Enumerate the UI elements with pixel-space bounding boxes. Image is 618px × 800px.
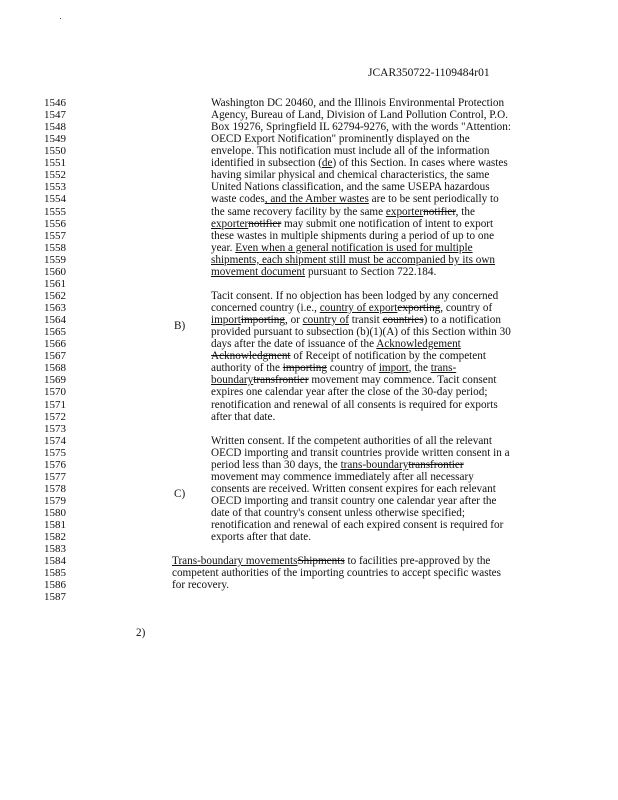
inserted-text: movement document [211,265,306,278]
line-number: 1553 [44,181,66,194]
text-run: transit [349,314,383,327]
document-id-header: JCAR350722-1109484r01 [368,67,490,79]
text-line [211,374,496,386]
text-line [211,109,508,121]
deleted-text: notifier [423,205,456,218]
text-run: for recovery. [172,579,230,592]
deleted-text: Shipments [297,555,345,568]
text-line [211,290,498,302]
line-number: 1584 [44,555,66,568]
text-line [211,181,490,193]
line-number: 1560 [44,265,66,278]
text-run: ) to a notification [423,314,501,327]
line-number: 1566 [44,338,66,351]
line-number: 1548 [44,121,66,134]
line-number: 1549 [44,133,66,146]
text-run: Box 19276, Springfield IL 62794-9276, with the words "Attention: [211,121,511,134]
text-run: movement may commence immediately after all necessary [211,470,474,483]
text-line [211,133,470,145]
text-run: date of that country's consent unless otherwise specified; [211,507,465,520]
text-run: after that date. [211,410,276,423]
text-line [211,471,474,483]
text-line [172,555,490,567]
text-run: United Nations classification, and the same USEPA hazardous [211,181,490,194]
text-run: these wastes in multiple shipments during a period of up to one [211,229,495,242]
text-line [211,326,511,338]
text-line [211,350,486,362]
line-number: 1575 [44,446,66,459]
text-run: expires one calendar year after the close of the 30-day period; [211,386,488,399]
text-line [211,399,498,411]
text-line [211,145,490,157]
text-run: movement may commence. Tacit consent [308,374,497,387]
text-line [211,169,489,181]
line-number: 1546 [44,97,66,109]
inserted-text: boundary [211,374,254,387]
line-number: 1564 [44,314,66,327]
text-run: , country of [440,302,493,315]
inserted-text: country of export [319,302,398,315]
deleted-text: exporting [397,302,441,315]
text-line [211,97,504,109]
text-run: identified in subsection ( [211,157,322,170]
text-line [211,483,496,495]
line-number: 1577 [44,470,66,483]
text-line [211,435,492,447]
text-run: competent authorities of the importing countries to accept specific wastes [172,567,501,580]
line-number: 1552 [44,169,66,182]
line-number: 1571 [44,398,66,411]
text-run: exports after that date. [211,531,312,544]
line-number: 1569 [44,374,66,387]
line-number: 1547 [44,109,66,122]
line-number: 1572 [44,410,66,423]
text-line [211,206,475,218]
line-number: 1587 [44,591,66,604]
text-line [172,567,501,579]
line-number: 1562 [44,289,66,302]
line-number: 1559 [44,253,66,266]
inserted-text: trans- [430,362,457,375]
text-run: to facilities pre-approved by the [344,555,491,568]
text-line [211,121,511,133]
inserted-text: de [321,157,333,170]
line-number: 1554 [44,193,66,206]
text-run: renotification and renewal of all consents is required for exports [211,398,498,411]
text-line [211,507,465,519]
text-line [211,447,510,459]
inserted-text: Even when a general notification is used for multiple [235,241,473,254]
inserted-text: exporter [385,205,424,218]
text-line [211,459,464,471]
text-run: year. [211,241,236,254]
text-run: pursuant to Section 722.184. [305,265,437,278]
deleted-text: notifier [248,217,282,230]
inserted-text: Trans-boundary movements [172,555,298,568]
text-run: envelope. This notification must include all of the information [211,145,490,158]
text-line [211,254,495,266]
text-line [211,338,461,350]
text-run: the same recovery facility by the same [211,205,386,218]
text-run: renotification and renewal of each expired consent is required for [211,519,504,532]
text-line [211,230,494,242]
text-run: OECD importing and transit countries provide written consent in a [211,446,510,459]
inserted-text: shipments, each shipment still must be accompanied by its own [211,253,495,266]
text-run: concerned country (i.e., [211,302,320,315]
text-line [172,579,229,591]
line-number: 1561 [44,277,66,290]
text-line [211,362,456,374]
line-number: 1579 [44,494,66,507]
deleted-text: countries [382,314,424,327]
text-line [211,193,499,205]
deleted-text: importing [282,362,327,375]
item-label-b: B) [174,320,186,332]
line-number: 1555 [44,205,66,218]
text-line [211,495,497,507]
text-line [211,302,492,314]
text-run: Written consent. If the competent authorities of all the relevant [211,434,492,447]
line-number: 1556 [44,217,66,230]
text-run: , the [455,205,475,218]
text-run: Washington DC 20460, and the Illinois Environmental Protection [211,97,505,109]
text-line [211,386,487,398]
text-run: waste codes [211,193,265,206]
text-run: consents are received. Written consent expires for each relevant [211,482,496,495]
deleted-text: transfrontier [408,458,464,471]
text-run: OECD Export Notification" prominently displayed on the [211,133,470,146]
line-number: 1550 [44,145,66,158]
scan-speck [60,18,61,19]
text-run: , the [408,362,431,375]
text-line [211,411,275,423]
text-run: ) of this Section. In cases where wastes [332,157,508,170]
line-number: 1583 [44,543,66,556]
text-line [211,314,501,326]
line-number: 1574 [44,434,66,447]
text-line [211,218,493,230]
text-run: may submit one notification of intent to export [281,217,494,230]
line-number: 1578 [44,482,66,495]
deleted-text: transfrontier [253,374,309,387]
text-run: , or [284,314,303,327]
inserted-text: , and the Amber wastes [264,193,369,206]
line-number: 1563 [44,302,66,315]
inserted-text: Acknowledgement [376,338,461,351]
text-run: period less than 30 days, the [211,458,341,471]
line-number: 1551 [44,157,66,170]
text-run: Tacit consent. If no objection has been lodged by any concerned [211,289,499,302]
text-line [211,242,473,254]
inserted-text: import [211,314,241,327]
text-run: days after the date of issuance of the [211,338,377,351]
text-run: OECD importing and transit country one calendar year after the [211,494,497,507]
inserted-text: import [378,362,409,375]
text-line [211,519,503,531]
text-run: authority of the [211,362,283,375]
item-label-2: 2) [136,627,146,639]
text-line [211,266,436,278]
line-number: 1567 [44,350,66,363]
line-number: 1581 [44,519,66,532]
text-run: having similar physical and chemical characteristics, the same [211,169,490,182]
deleted-text: importing [240,314,285,327]
text-line [211,531,311,543]
line-number: 1570 [44,386,66,399]
text-line [211,157,508,169]
line-number: 1576 [44,458,66,471]
text-run: Agency, Bureau of Land, Division of Land Pollution Control, P.O. [211,109,508,122]
line-number: 1565 [44,326,66,339]
line-number: 1586 [44,579,66,592]
line-number: 1568 [44,362,66,375]
text-run: country of [326,362,379,375]
line-number: 1573 [44,422,66,435]
inserted-text: exporter [211,217,249,230]
text-run: of Receipt of notification by the competent [290,350,486,363]
inserted-text: country of [302,314,349,327]
text-run: provided pursuant to subsection (b)(1)(A) of this Section within 30 [211,326,511,339]
line-number: 1580 [44,507,66,520]
line-number: 1582 [44,531,66,544]
line-number: 1557 [44,229,66,242]
line-number: 1558 [44,241,66,254]
deleted-text: Acknowledgment [211,350,291,363]
line-number: 1585 [44,567,66,580]
item-label-c: C) [174,488,186,500]
text-run: are to be sent periodically to [368,193,499,206]
inserted-text: trans-boundary [340,458,409,471]
